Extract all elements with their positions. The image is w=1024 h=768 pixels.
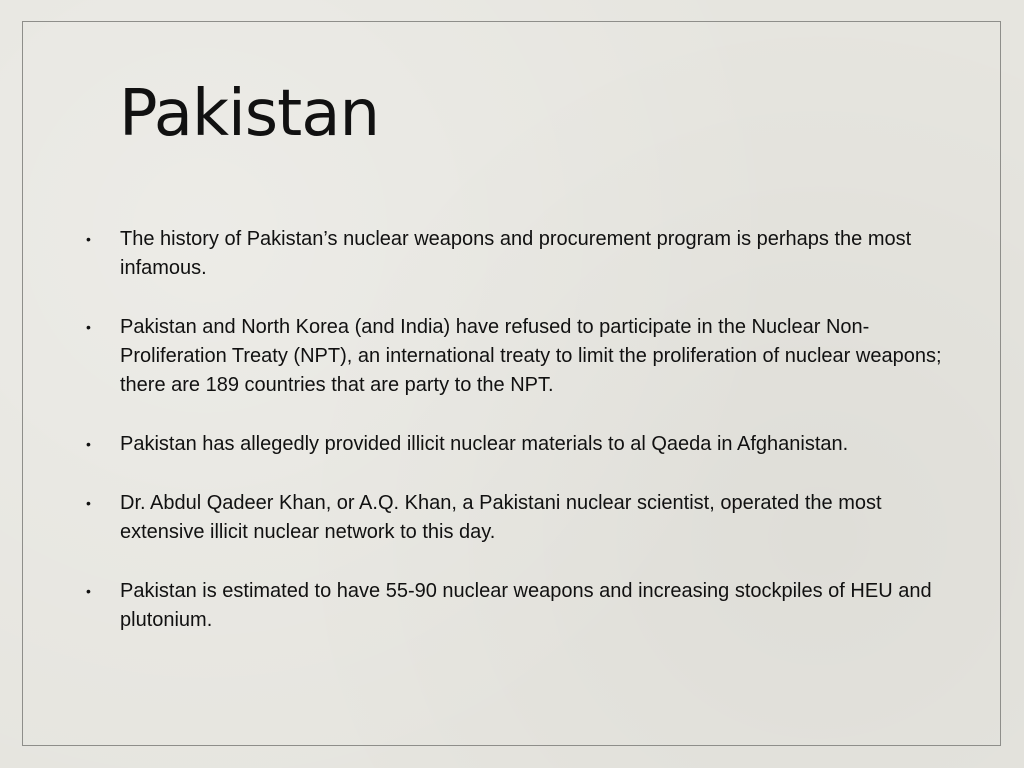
bullet-text: Dr. Abdul Qadeer Khan, or A.Q. Khan, a Pakistani nuclear scientist, operated the most extensive illicit nuclear network to this day. [120,492,882,543]
bullet-item [86,430,950,459]
bullet-marker: • [86,495,91,511]
bullet-item [86,489,950,547]
bullet-marker: • [86,319,91,335]
slide-title: Pakistan [119,77,379,151]
bullet-marker: • [86,583,91,599]
bullet-text: Pakistan and North Korea (and India) have refused to participate in the Nuclear Non-Proliferation Treaty (NPT), an international treaty to limit the proliferation of nuclear weapons; there are 189 countries that are party to the NPT. [120,316,942,396]
bullet-item [86,313,950,400]
bullet-text: Pakistan has allegedly provided illicit nuclear materials to al Qaeda in Afghanistan. [120,433,849,455]
bullet-item [86,577,950,635]
bullet-marker: • [86,436,91,452]
bullet-marker: • [86,231,91,247]
bullet-text: The history of Pakistan’s nuclear weapons and procurement program is perhaps the most infamous. [120,228,912,279]
bullet-list [86,225,950,665]
bullet-item [86,225,950,283]
bullet-text: Pakistan is estimated to have 55-90 nuclear weapons and increasing stockpiles of HEU and plutonium. [120,580,932,631]
